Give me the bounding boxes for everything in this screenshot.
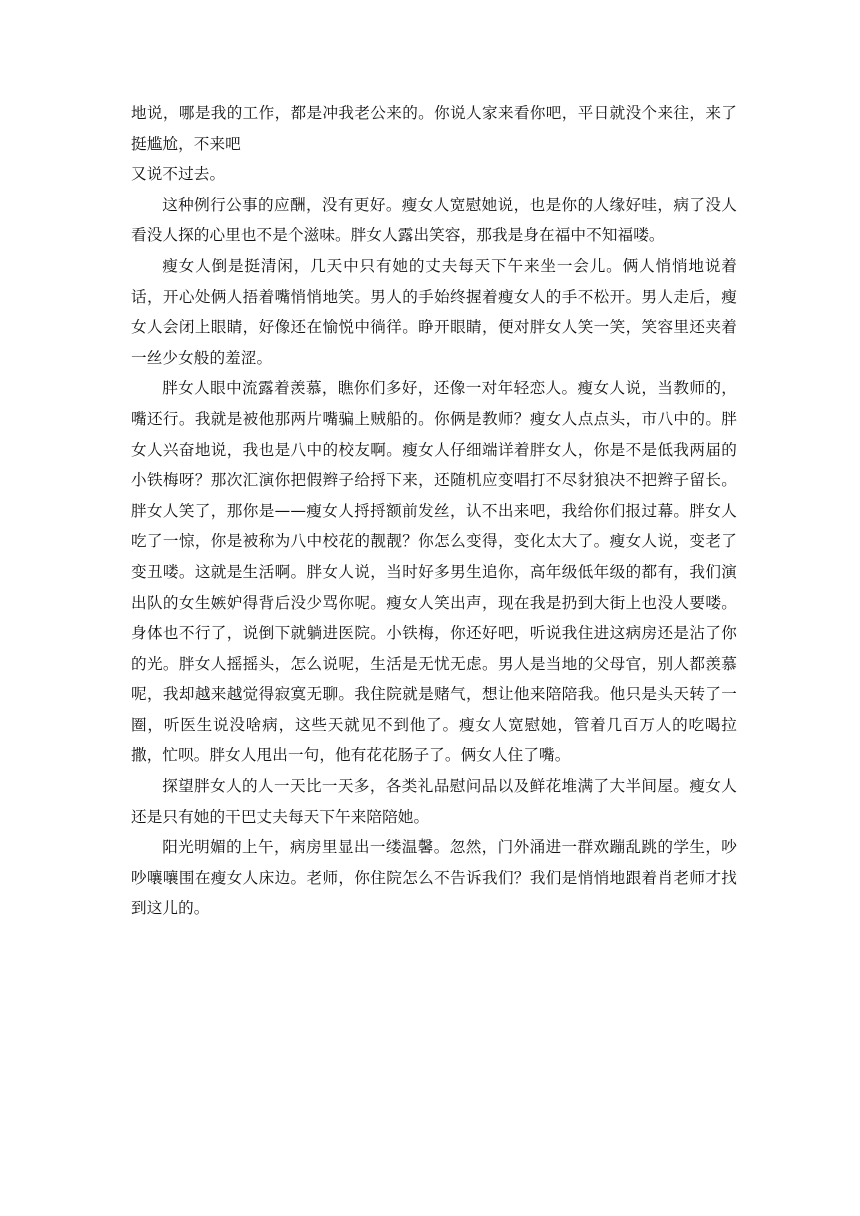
paragraph-5: 胖女人眼中流露着羡慕，瞧你们多好，还像一对年轻恋人。瘦女人说，当教师的，嘴还行。我就是被他那两片嘴骗上贼船的。你俩是教师？瘦女人点点头，市八中的。胖女人兴奋地说，我也是八中的校友啊。瘦女人仔细端详着胖女人，你是不是低我两届的小铁梅呀？那次汇演你把假辫子给捋下来，还随机应变唱打不尽豺狼决不把辫子留长。胖女人笑了，那你是——瘦女人捋捋额前发丝，认不出来吧，我给你们报过幕。胖女人吃了一惊，你是被称为八中校花的靓靓？你怎么变得，变化太大了。瘦女人说，变老了变丑喽。这就是生活啊。胖女人说，当时好多男生追你，高年级低年级的都有，我们演出队的女生嫉妒得背后没少骂你呢。瘦女人笑出声，现在我是扔到大街上也没人要喽。身体也不行了，说倒下就躺进医院。小铁梅，你还好吧，听说我住进这病房还是沾了你的光。胖女人摇摇头，怎么说呢，生活是无忧无虑。男人是当地的父母官，别人都羡慕呢，我却越来越觉得寂寞无聊。我住院就是赌气，想让他来陪陪我。他只是头天转了一圈，听医生说没啥病，这些天就见不到他了。瘦女人宽慰她，管着几百万人的吃喝拉撒，忙呗。胖女人甩出一句，他有花花肠子了。俩女人住了嘴。 <box>131 379 737 765</box>
paragraph-6: 探望胖女人的人一天比一天多，各类礼品慰问品以及鲜花堆满了大半间屋。瘦女人还是只有她的干巴丈夫每天下午来陪陪她。 <box>131 777 737 826</box>
paragraph-1: 地说，哪是我的工作，都是冲我老公来的。你说人家来看你吧，平日就没个来往，来了挺尴尬，不来吧 <box>131 104 737 153</box>
document-body <box>131 98 737 924</box>
paragraph-7: 阳光明媚的上午，病房里显出一缕温馨。忽然，门外涌进一群欢蹦乱跳的学生，吵吵嚷嚷围在瘦女人床边。老师，你住院怎么不告诉我们？我们是悄悄地跟着肖老师才找到这儿的。 <box>131 838 737 918</box>
paragraph-4: 瘦女人倒是挺清闲，几天中只有她的丈夫每天下午来坐一会儿。俩人悄悄地说着话，开心处俩人捂着嘴悄悄地笑。男人的手始终握着瘦女人的手不松开。男人走后，瘦女人会闭上眼睛，好像还在愉悦中徜徉。睁开眼睛，便对胖女人笑一笑，笑容里还夹着一丝少女般的羞涩。 <box>131 256 737 367</box>
paragraph-3: 这种例行公事的应酬，没有更好。瘦女人宽慰她说，也是你的人缘好哇，病了没人看没人探的心里也不是个滋味。胖女人露出笑容，那我是身在福中不知福喽。 <box>131 195 737 245</box>
paragraph-2: 又说不过去。 <box>131 165 226 184</box>
